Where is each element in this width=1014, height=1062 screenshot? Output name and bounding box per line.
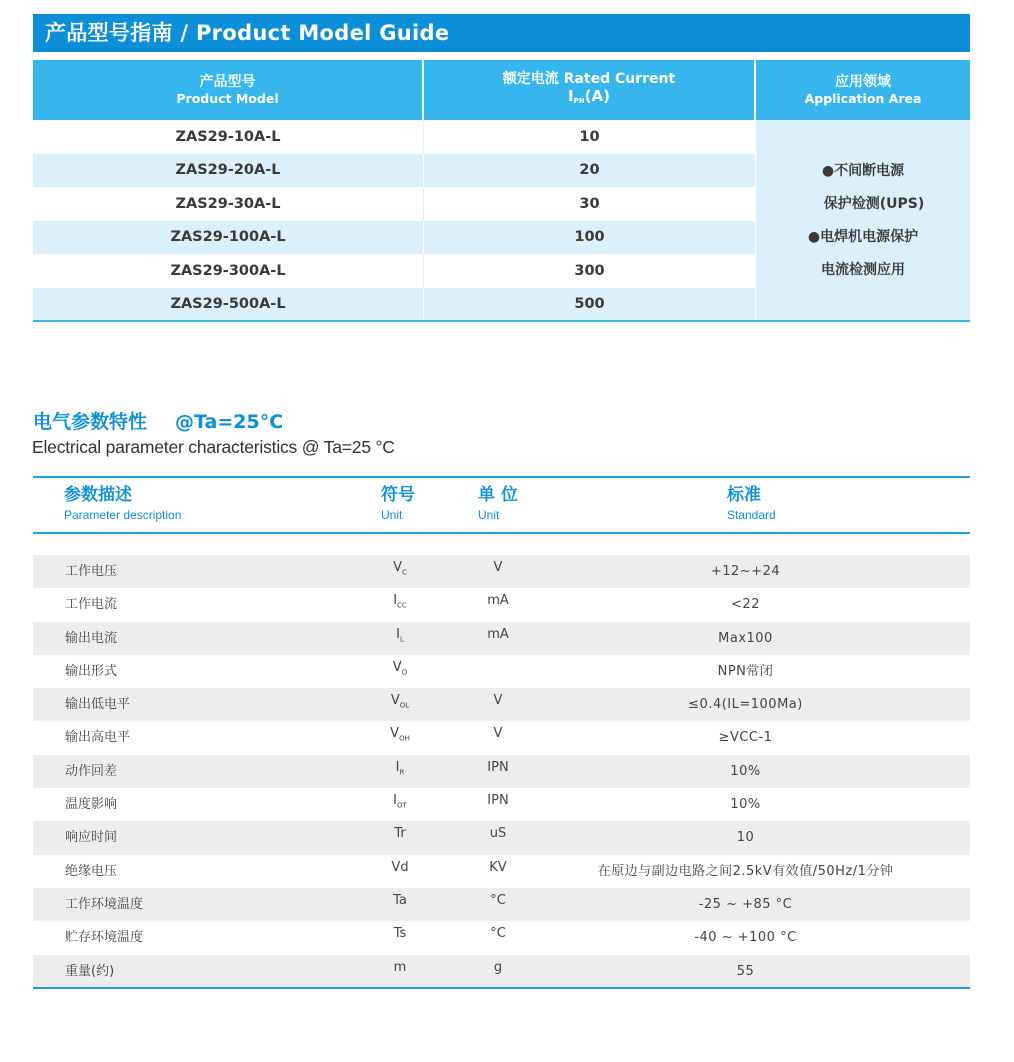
param-cell: 绝缘电压 <box>65 863 118 879</box>
unit-cell: V <box>493 560 503 575</box>
unit-cell: V <box>493 726 503 742</box>
table-row <box>33 588 970 621</box>
standard-cell: 在原边与副边电路之间2.5kV有效值/50Hz/1分钟 <box>597 863 894 879</box>
current-cell: 30 <box>423 187 755 221</box>
param-cell: 输出低电平 <box>65 697 131 713</box>
header-standard <box>727 484 776 524</box>
header-unit <box>478 484 518 524</box>
header-app-cn: 应用领域 <box>835 73 891 90</box>
header-current-label <box>503 71 675 88</box>
table-row <box>33 120 755 154</box>
unit-cell: uS <box>489 826 507 842</box>
model-guide-body <box>33 120 970 321</box>
standard-cell: Max100 <box>718 630 773 646</box>
params-header <box>33 480 970 532</box>
table-row <box>33 288 755 322</box>
model-cell: ZAS29-20A-L <box>175 162 281 179</box>
param-cell: 响应时间 <box>65 830 118 846</box>
header-std-en: Standard <box>727 508 776 522</box>
param-cell: 重量(约) <box>65 963 115 979</box>
table-row <box>33 154 755 188</box>
table-row <box>33 688 970 721</box>
standard-cell: 10 <box>736 830 755 846</box>
symbol-subscript: OT <box>397 801 407 810</box>
symbol-letter: I <box>393 593 398 609</box>
current-cell: 500 <box>423 288 755 322</box>
standard-cell: 10% <box>730 797 761 813</box>
header-param-en: Parameter description <box>64 508 182 522</box>
symbol-letter: m <box>393 959 407 975</box>
param-cell: 输出形式 <box>65 663 118 679</box>
param-cell: 工作环境温度 <box>65 896 144 912</box>
standard-cell: <22 <box>731 597 760 613</box>
symbol-subscript: L <box>399 635 404 644</box>
unit-cell: IPN <box>487 793 509 809</box>
symbol-letter: V <box>393 560 402 575</box>
application-area-cell <box>755 120 970 321</box>
current-cell: 10 <box>423 120 755 154</box>
symbol-letter: V <box>392 659 402 675</box>
symbol-subscript: OH <box>399 735 410 744</box>
table-row <box>33 187 755 221</box>
symbol-letter: Ta <box>393 892 407 908</box>
header-current-symbol <box>568 88 610 110</box>
params-title-cn: 电气参数特性 <box>33 411 148 433</box>
guide-bottom-divider <box>33 320 970 322</box>
model-guide-table <box>33 60 970 321</box>
header-current-symbol-letter: I <box>568 86 574 105</box>
symbol-letter: V <box>390 726 400 742</box>
unit-cell: °C <box>490 892 506 908</box>
model-cell: ZAS29-300A-L <box>170 262 286 279</box>
standard-cell: 10% <box>730 763 761 779</box>
symbol-letter: Ts <box>393 926 407 942</box>
symbol-letter: V <box>390 693 400 709</box>
param-cell: 温度影响 <box>65 797 118 813</box>
symbol-cell <box>385 951 415 990</box>
header-application-area <box>756 60 970 120</box>
unit-cell: mA <box>487 593 509 609</box>
params-title-condition: @Ta=25°C <box>175 411 284 433</box>
params-top-divider <box>33 476 970 478</box>
header-unit-cn: 单 位 <box>478 485 518 505</box>
table-row <box>33 655 970 688</box>
param-cell: 输出电流 <box>65 630 118 646</box>
standard-cell: ≤0.4(IL=100Ma) <box>688 697 803 713</box>
table-row <box>33 254 755 288</box>
table-row <box>33 755 970 788</box>
params-header-divider <box>33 532 970 534</box>
symbol-letter: Tr <box>394 826 406 842</box>
header-current-unit: (A) <box>584 86 610 105</box>
current-cell: 300 <box>423 254 755 288</box>
header-model-en: Product Model <box>176 90 279 106</box>
unit-cell: °C <box>490 926 506 942</box>
header-app-en: Application Area <box>804 90 922 106</box>
model-cell: ZAS29-100A-L <box>170 229 286 246</box>
model-guide-header <box>33 60 970 120</box>
params-subtitle: Electrical parameter characteristics @ Ta=25 °C <box>32 437 395 457</box>
symbol-letter: Vd <box>391 859 409 875</box>
param-cell: 工作电压 <box>65 564 118 579</box>
table-row <box>33 221 755 255</box>
unit-cell: mA <box>487 626 509 642</box>
application-line: 电流检测应用 <box>821 261 905 278</box>
standard-cell: -40 ~ +100 °C <box>694 930 797 946</box>
header-current-en: Rated Current <box>563 70 676 87</box>
header-param-description <box>64 484 181 524</box>
table-row <box>33 821 970 854</box>
model-cell: ZAS29-500A-L <box>170 296 286 313</box>
table-row <box>33 788 970 821</box>
header-rated-current <box>424 60 754 120</box>
standard-cell: +12~+24 <box>710 564 781 579</box>
symbol-letter: I <box>396 626 400 642</box>
params-bottom-divider <box>33 987 970 989</box>
symbol-subscript: OL <box>399 701 410 710</box>
table-row <box>33 955 970 988</box>
header-product-model <box>33 60 422 120</box>
application-line: ●不间断电源 <box>821 162 905 179</box>
param-cell: 贮存环境温度 <box>65 930 144 946</box>
guide-title-banner <box>33 14 970 52</box>
symbol-subscript: CC <box>397 601 407 610</box>
symbol-subscript: O <box>401 668 408 677</box>
table-row <box>33 855 970 888</box>
params-title <box>33 407 283 434</box>
standard-cell: -25 ~ +85 °C <box>698 896 793 912</box>
application-line: ●电焊机电源保护 <box>807 228 919 245</box>
model-cell: ZAS29-30A-L <box>175 195 281 212</box>
header-current-sub: PN <box>573 96 585 105</box>
unit-cell: IPN <box>487 759 509 775</box>
header-unit-en: Unit <box>478 508 500 522</box>
symbol-letter: I <box>393 793 398 809</box>
standard-cell: ≥VCC-1 <box>718 730 773 746</box>
current-cell: 100 <box>423 221 755 255</box>
header-model-cn: 产品型号 <box>199 73 256 90</box>
header-sym-en: Unit <box>381 508 403 522</box>
table-row <box>33 921 970 954</box>
unit-cell: KV <box>489 859 507 875</box>
model-guide-rows <box>33 120 755 321</box>
symbol-letter: I <box>395 759 400 775</box>
header-current-cn: 额定电流 <box>502 70 559 87</box>
unit-cell: V <box>493 693 503 709</box>
guide-title: 产品型号指南 / Product Model Guide <box>45 21 450 45</box>
current-cell: 20 <box>423 154 755 188</box>
param-cell: 动作回差 <box>65 763 118 779</box>
header-sym-cn: 符号 <box>381 485 415 505</box>
param-cell: 工作电流 <box>65 597 118 613</box>
application-line: 保护检测(UPS) <box>823 195 925 212</box>
unit-cell: g <box>493 959 503 975</box>
table-row <box>33 622 970 655</box>
symbol-subscript: C <box>402 568 407 577</box>
header-std-cn: 标准 <box>727 485 761 505</box>
table-row <box>33 888 970 921</box>
symbol-subscript: R <box>399 768 405 777</box>
model-cell: ZAS29-10A-L <box>175 128 281 145</box>
table-row <box>33 721 970 754</box>
header-param-cn: 参数描述 <box>64 485 132 505</box>
header-symbol <box>381 484 415 524</box>
params-table <box>33 555 970 988</box>
standard-cell: 55 <box>736 963 755 979</box>
param-cell: 输出高电平 <box>65 730 131 746</box>
table-row <box>33 555 970 588</box>
standard-cell: NPN常闭 <box>717 663 774 679</box>
